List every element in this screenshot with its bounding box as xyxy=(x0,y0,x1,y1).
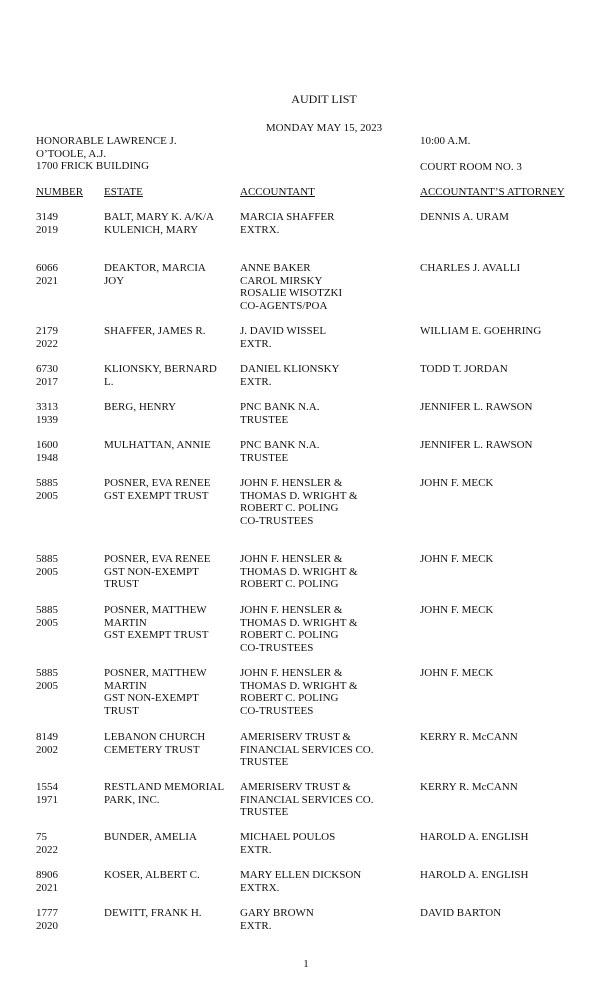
estate-name xyxy=(104,211,214,236)
estate-name xyxy=(104,363,217,388)
estate-name-line: DEAKTOR, MARCIA xyxy=(104,262,206,274)
accountant-name-line: EXTR. xyxy=(240,919,272,932)
accountant-name xyxy=(240,401,319,426)
accountant-name-line: ROBERT C. POLING xyxy=(240,692,339,705)
accountant-name-line: EXTR. xyxy=(240,843,272,856)
accountant-name-line: MARCIA SHAFFER xyxy=(240,211,335,223)
accountant-name-line: DANIEL KLIONSKY xyxy=(240,363,340,375)
attorney-name xyxy=(420,363,508,376)
entry-number xyxy=(36,262,58,287)
entry-number xyxy=(36,325,58,350)
estate-name xyxy=(104,439,211,452)
attorney-name-line: JOHN F. MECK xyxy=(420,604,494,616)
estate-name xyxy=(104,869,200,882)
column-header-number: NUMBER xyxy=(36,186,84,198)
accountant-name-line: THOMAS D. WRIGHT & xyxy=(240,616,358,629)
accountant-name-line: EXTRX. xyxy=(240,223,280,236)
accountant-name-line: AMERISERV TRUST & xyxy=(240,731,351,743)
entry-number-line: 2005 xyxy=(36,679,58,692)
page-number: 1 xyxy=(303,958,309,970)
entry-number xyxy=(36,211,58,236)
entry-number-line: 5885 xyxy=(36,477,58,489)
entry-number xyxy=(36,869,58,894)
accountant-name xyxy=(240,262,342,312)
accountant-name xyxy=(240,363,340,388)
entry-number-line: 2005 xyxy=(36,616,58,629)
estate-name-line: MULHATTAN, ANNIE xyxy=(104,439,211,451)
entry-number-line: 2179 xyxy=(36,325,58,337)
estate-name xyxy=(104,604,209,642)
estate-name xyxy=(104,907,202,920)
entry-number-line: 6066 xyxy=(36,262,58,274)
accountant-name-line: PNC BANK N.A. xyxy=(240,439,320,451)
accountant-name xyxy=(240,553,358,591)
entry-number-line: 5885 xyxy=(36,667,58,679)
hearing-date: MONDAY MAY 15, 2023 xyxy=(265,122,383,134)
entry-number-line: 8149 xyxy=(36,731,58,743)
estate-name-line: SHAFFER, JAMES R. xyxy=(104,325,206,337)
estate-name-line: MARTIN xyxy=(104,616,147,629)
accountant-name-line: THOMAS D. WRIGHT & xyxy=(240,489,358,502)
accountant-name-line: CO-TRUSTEES xyxy=(240,704,314,717)
estate-name-line: RESTLAND MEMORIAL xyxy=(104,781,225,793)
attorney-name-line: JOHN F. MECK xyxy=(420,667,494,679)
accountant-name xyxy=(240,731,373,769)
entry-number-line: 8906 xyxy=(36,869,58,881)
estate-name-line: GST NON-EXEMPT xyxy=(104,692,199,705)
estate-name xyxy=(104,325,205,338)
entry-number-line: 1600 xyxy=(36,439,58,451)
estate-name-line: MARTIN xyxy=(104,679,147,692)
estate-name-line: KOSER, ALBERT C. xyxy=(104,869,200,881)
entry-number-line: 1554 xyxy=(36,781,58,793)
entry-number-line: 2017 xyxy=(36,375,58,388)
accountant-name-line: JOHN F. HENSLER & xyxy=(240,667,343,679)
entry-number xyxy=(36,553,58,578)
entry-number xyxy=(36,604,58,629)
entry-number-line: 2005 xyxy=(36,489,58,502)
estate-name xyxy=(104,731,205,756)
estate-name-line: BUNDER, AMELIA xyxy=(104,831,197,843)
estate-name-line: POSNER, MATTHEW xyxy=(104,667,207,679)
attorney-name xyxy=(420,869,528,882)
page-title: AUDIT LIST xyxy=(291,92,357,106)
accountant-name-line: ROSALIE WISOTZKI xyxy=(240,287,343,300)
accountant-name-line: EXTR. xyxy=(240,337,272,350)
estate-name-line: DEWITT, FRANK H. xyxy=(104,907,202,919)
estate-name-line: TRUST xyxy=(104,704,139,717)
estate-name-line: BALT, MARY K. A/K/A xyxy=(104,211,214,223)
estate-name-line: LEBANON CHURCH xyxy=(104,731,206,743)
attorney-name-line: TODD T. JORDAN xyxy=(420,363,508,375)
accountant-name xyxy=(240,211,334,236)
attorney-name xyxy=(420,831,528,844)
attorney-name xyxy=(420,325,541,338)
attorney-name xyxy=(420,604,493,617)
attorney-name xyxy=(420,262,520,275)
accountant-name xyxy=(240,604,358,654)
attorney-name xyxy=(420,731,518,744)
accountant-name-line: CO-AGENTS/POA xyxy=(240,299,328,312)
attorney-name-line: JOHN F. MECK xyxy=(420,553,494,565)
estate-name-line: GST EXEMPT TRUST xyxy=(104,629,209,642)
accountant-name-line: ANNE BAKER xyxy=(240,262,311,274)
estate-name xyxy=(104,781,224,806)
accountant-name-line: ROBERT C. POLING xyxy=(240,578,339,591)
attorney-name xyxy=(420,477,493,490)
entry-number-line: 2021 xyxy=(36,274,58,287)
estate-name xyxy=(104,831,197,844)
accountant-name xyxy=(240,439,319,464)
accountant-name xyxy=(240,477,358,527)
accountant-name-line: JOHN F. HENSLER & xyxy=(240,553,343,565)
column-header-estate: ESTATE xyxy=(104,186,143,198)
attorney-name-line: HAROLD A. ENGLISH xyxy=(420,831,529,843)
entry-number-line: 3149 xyxy=(36,211,58,223)
accountant-name-line: FINANCIAL SERVICES CO. xyxy=(240,793,374,806)
attorney-name xyxy=(420,439,532,452)
entry-number-line: 2005 xyxy=(36,565,58,578)
accountant-name-line: TRUSTEE xyxy=(240,756,289,769)
entry-number xyxy=(36,439,58,464)
estate-name xyxy=(104,262,206,287)
entry-number-line: 2019 xyxy=(36,223,58,236)
accountant-name-line: CO-TRUSTEES xyxy=(240,514,314,527)
accountant-name-line: AMERISERV TRUST & xyxy=(240,781,351,793)
entry-number-line: 5885 xyxy=(36,604,58,616)
accountant-name xyxy=(240,325,326,350)
accountant-name xyxy=(240,907,314,932)
attorney-name-line: KERRY R. McCANN xyxy=(420,731,518,743)
entry-number-line: 2022 xyxy=(36,843,58,856)
entry-number-line: 2020 xyxy=(36,919,58,932)
accountant-name-line: CO-TRUSTEES xyxy=(240,641,314,654)
entry-number xyxy=(36,363,58,388)
entry-number-line: 2021 xyxy=(36,881,58,894)
attorney-name-line: CHARLES J. AVALLI xyxy=(420,262,521,274)
attorney-name-line: JOHN F. MECK xyxy=(420,477,494,489)
entry-number xyxy=(36,667,58,692)
attorney-name-line: WILLIAM E. GOEHRING xyxy=(420,325,542,337)
attorney-name xyxy=(420,667,493,680)
judge-line: 1700 FRICK BUILDING xyxy=(36,160,150,173)
entry-number-line: 75 xyxy=(36,831,47,843)
estate-name-line: BERG, HENRY xyxy=(104,401,177,413)
accountant-name-line: MICHAEL POULOS xyxy=(240,831,336,843)
entry-number-line: 1939 xyxy=(36,413,58,426)
accountant-name-line: MARY ELLEN DICKSON xyxy=(240,869,362,881)
accountant-name-line: J. DAVID WISSEL xyxy=(240,325,327,337)
accountant-name-line: EXTR. xyxy=(240,375,272,388)
accountant-name xyxy=(240,869,361,894)
accountant-name-line: FINANCIAL SERVICES CO. xyxy=(240,743,374,756)
entry-number xyxy=(36,907,58,932)
estate-name-line: POSNER, EVA RENEE xyxy=(104,477,211,489)
estate-name-line: CEMETERY TRUST xyxy=(104,743,200,756)
attorney-name xyxy=(420,907,501,920)
accountant-name xyxy=(240,667,358,717)
entry-number-line: 2022 xyxy=(36,337,58,350)
estate-name-line: JOY xyxy=(104,274,125,287)
accountant-name-line: EXTRX. xyxy=(240,881,280,894)
judge-block xyxy=(36,135,177,173)
accountant-name-line: ROBERT C. POLING xyxy=(240,502,339,515)
estate-name-line: GST EXEMPT TRUST xyxy=(104,489,209,502)
accountant-name-line: THOMAS D. WRIGHT & xyxy=(240,679,358,692)
column-header-attorney: ACCOUNTANT’S ATTORNEY xyxy=(420,186,565,198)
accountant-name-line: GARY BROWN xyxy=(240,907,314,919)
accountant-name-line: TRUSTEE xyxy=(240,451,289,464)
attorney-name-line: DENNIS A. URAM xyxy=(420,211,509,223)
estate-name-line: POSNER, EVA RENEE xyxy=(104,553,211,565)
courtroom: COURT ROOM NO. 3 xyxy=(420,161,522,173)
entry-number-line: 5885 xyxy=(36,553,58,565)
entry-number xyxy=(36,731,58,756)
estate-name-line: GST NON-EXEMPT xyxy=(104,565,199,578)
accountant-name-line: THOMAS D. WRIGHT & xyxy=(240,565,358,578)
entry-number-line: 2002 xyxy=(36,743,58,756)
estate-name-line: KULENICH, MARY xyxy=(104,223,199,236)
entry-number xyxy=(36,401,58,426)
entry-number-line: 1948 xyxy=(36,451,58,464)
attorney-name-line: JENNIFER L. RAWSON xyxy=(420,439,533,451)
entry-number xyxy=(36,781,58,806)
entry-number-line: 6730 xyxy=(36,363,58,375)
attorney-name xyxy=(420,553,493,566)
estate-name-line: TRUST xyxy=(104,578,139,591)
entry-number xyxy=(36,831,58,856)
estate-name-line: POSNER, MATTHEW xyxy=(104,604,207,616)
accountant-name-line: JOHN F. HENSLER & xyxy=(240,477,343,489)
estate-name xyxy=(104,553,210,591)
estate-name xyxy=(104,477,210,502)
column-header-accountant: ACCOUNTANT xyxy=(240,186,315,198)
accountant-name-line: PNC BANK N.A. xyxy=(240,401,320,413)
attorney-name-line: JENNIFER L. RAWSON xyxy=(420,401,533,413)
accountant-name-line: TRUSTEE xyxy=(240,413,289,426)
entry-number-line: 1971 xyxy=(36,793,58,806)
attorney-name xyxy=(420,401,532,414)
attorney-name-line: DAVID BARTON xyxy=(420,907,502,919)
accountant-name-line: JOHN F. HENSLER & xyxy=(240,604,343,616)
estate-name xyxy=(104,401,176,414)
attorney-name xyxy=(420,781,518,794)
attorney-name xyxy=(420,211,509,224)
estate-name-line: KLIONSKY, BERNARD xyxy=(104,363,217,375)
accountant-name-line: CAROL MIRSKY xyxy=(240,274,323,287)
estate-name-line: PARK, INC. xyxy=(104,793,160,806)
accountant-name-line: TRUSTEE xyxy=(240,806,289,819)
attorney-name-line: KERRY R. McCANN xyxy=(420,781,518,793)
entry-number-line: 1777 xyxy=(36,907,58,919)
accountant-name xyxy=(240,831,335,856)
estate-name-line: L. xyxy=(104,375,114,388)
estate-name xyxy=(104,667,207,717)
entry-number xyxy=(36,477,58,502)
judge-line: HONORABLE LAWRENCE J. xyxy=(36,135,177,147)
entry-number-line: 3313 xyxy=(36,401,58,413)
attorney-name-line: HAROLD A. ENGLISH xyxy=(420,869,529,881)
accountant-name xyxy=(240,781,373,819)
accountant-name-line: ROBERT C. POLING xyxy=(240,629,339,642)
hearing-time: 10:00 A.M. xyxy=(420,135,471,147)
judge-line: O’TOOLE, A.J. xyxy=(36,147,107,160)
